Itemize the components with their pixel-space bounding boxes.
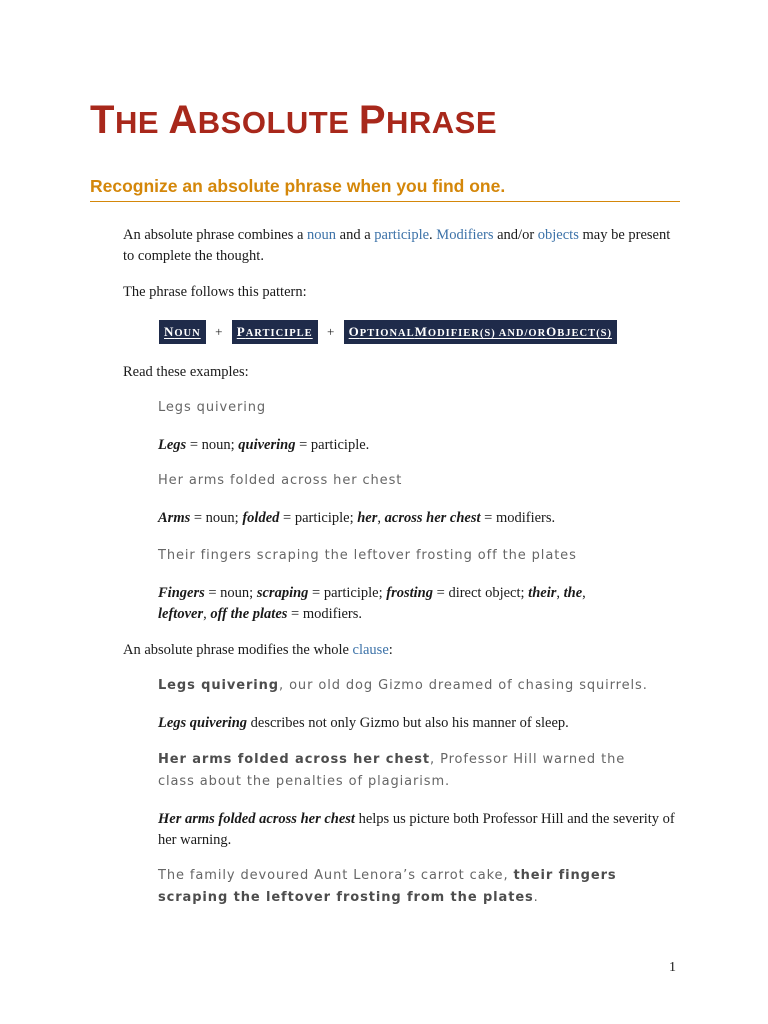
example-analysis-1: Legs = noun; quivering = participle. [158, 437, 370, 453]
sentence-note-1: Legs quivering describes not only Gizmo but also his manner of sleep. [158, 715, 569, 731]
pattern-box-noun: N OUN [159, 320, 206, 344]
keyword-clause: clause [352, 642, 389, 658]
example-analysis-2: Arms = noun; folded = participle; her, across her chest = modifiers. [158, 510, 556, 526]
example-analysis-3: Fingers = noun; scraping = participle; frosting = direct object; their, the, leftover, off the plates = modifiers. [158, 585, 586, 622]
keyword-noun: noun [307, 227, 337, 243]
example-phrase-3: Their fingers scraping the leftover frosting off the plates [158, 548, 577, 563]
keyword-modifiers: Modifiers [436, 227, 494, 243]
sentence-example-2: Her arms folded across her chest, Professor Hill warned the class about the penalties of plagiarism. [158, 752, 626, 789]
example-phrase-1: Legs quivering [158, 400, 267, 415]
pattern-box-participle: P ARTICIPLE [232, 320, 318, 344]
sentence-example-3: The family devoured Aunt Lenora’s carrot cake, their fingers scraping the leftover frosting from the plates. [158, 868, 617, 905]
pattern-intro: The phrase follows this pattern: [123, 284, 307, 300]
sentence-note-2: Her arms folded across her chest helps us picture both Professor Hill and the severity of her warning. [158, 811, 675, 848]
clause-intro: An absolute phrase modifies the whole clause: [123, 642, 393, 658]
sentence-example-1: Legs quivering, our old dog Gizmo dreamed of chasing squirrels. [158, 678, 648, 693]
plus-sign: + [215, 324, 223, 339]
examples-intro: Read these examples: [123, 364, 249, 380]
page-number: 1 [669, 960, 676, 975]
intro-paragraph: An absolute phrase combines a noun and a participle. Modifiers and/or objects may be present to complete the thought. [123, 227, 671, 264]
plus-sign: + [327, 324, 335, 339]
phrase-pattern [159, 319, 617, 345]
keyword-objects: objects [537, 227, 579, 243]
keyword-participle: participle [374, 227, 430, 243]
pattern-box-optional: O PTIONAL M ODIFIER (S) AND/OR O BJECT (S) [344, 320, 617, 344]
section-heading: Recognize an absolute phrase when you find one. [90, 176, 680, 202]
page-title: THE ABSOLUTE PHRASE [90, 98, 498, 142]
example-phrase-2: Her arms folded across her chest [158, 473, 403, 488]
